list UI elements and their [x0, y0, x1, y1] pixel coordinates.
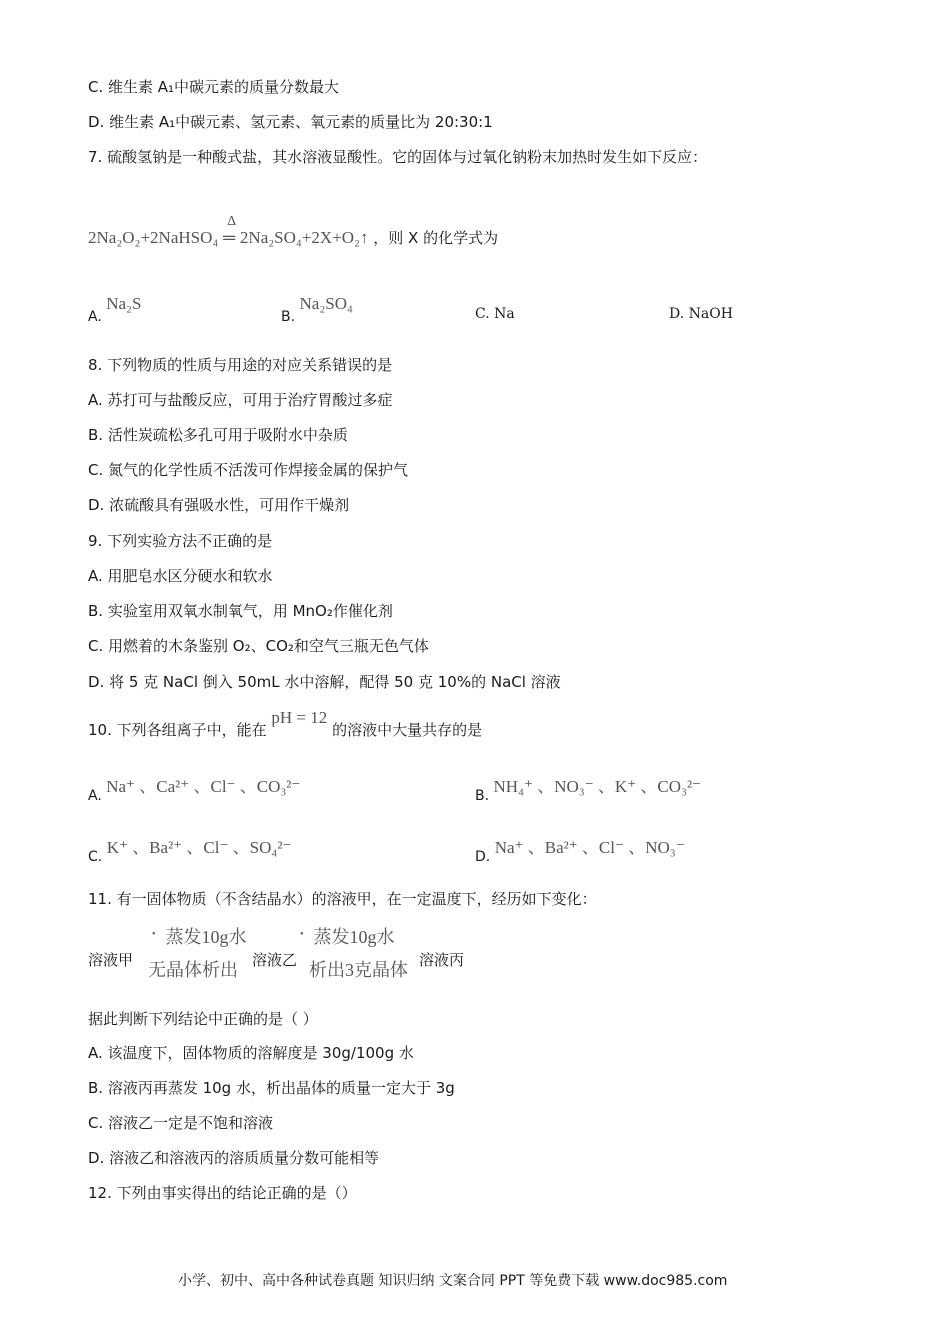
q9-option-b: B. 实验室用双氧水制氧气，用 MnO₂作催化剂: [88, 602, 393, 620]
q11-step2-bottom: 析出3克晶体: [309, 960, 408, 980]
q11-option-d: D. 溶液乙和溶液丙的溶质质量分数可能相等: [88, 1149, 380, 1167]
q10-option-b-label: B.: [475, 788, 490, 804]
q11-option-b: B. 溶液丙再蒸发 10g 水，析出晶体的质量一定大于 3g: [88, 1079, 455, 1097]
q7-option-d: D. NaOH: [669, 306, 733, 322]
q7-equation-line: [88, 214, 499, 248]
q6-option-c: C. 维生素 A₁中碳元素的质量分数最大: [88, 78, 340, 96]
q9-stem: 9. 下列实验方法不正确的是: [88, 532, 273, 550]
q8-stem-b: 的是: [362, 356, 393, 374]
q10-option-d-ions: Na⁺ 、Ba²⁺ 、Cl⁻ 、NO₃⁻: [494, 838, 685, 857]
q9-option-d: D. 将 5 克 NaCl 倒入 50mL 水中溶解，配得 50 克 10%的 NaCl 溶液: [88, 673, 561, 691]
q10-ph-value: pH = 12: [271, 708, 328, 727]
q7-option-a-label: A.: [88, 309, 102, 325]
q7-option-c: C. Na: [475, 306, 515, 322]
q10-option-d-label: D.: [475, 849, 491, 865]
q9-option-a: A. 用肥皂水区分硬水和软水: [88, 567, 273, 585]
q11-option-a: A. 该温度下，固体物质的溶解度是 30g/100g 水: [88, 1044, 414, 1062]
q8-stem: [88, 355, 392, 375]
q8-stem-emphasis: 错误: [332, 356, 363, 374]
q10-option-a-ions: Na⁺ 、Ca²⁺ 、Cl⁻ 、CO₃²⁻: [106, 777, 301, 796]
q10-option-a-label: A.: [88, 788, 102, 804]
page-footer: 小学、初中、高中各种试卷真题 知识归纳 文案合同 PPT 等免费下载 www.doc985.com: [178, 1273, 728, 1289]
q7-option-a: [88, 294, 142, 326]
q11-stem: 11. 有一固体物质（不含结晶水）的溶液甲，在一定温度下，经历如下变化：: [88, 890, 597, 908]
q11-step2-top-text: 蒸发10g水: [313, 927, 395, 947]
q7-option-b: [281, 294, 353, 326]
q11-step1-bottom: 无晶体析出: [148, 960, 238, 980]
q7-equation-tail: ，则 X 的化学式为: [373, 229, 499, 247]
q9-option-c: C. 用燃着的木条鉴别 O₂、CO₂和空气三瓶无色气体: [88, 637, 429, 655]
q11-step1-top-text: 蒸发10g水: [165, 927, 247, 947]
q11-step1-top: • 蒸发10g水: [152, 927, 247, 947]
q6-option-d: D. 维生素 A₁中碳元素、氢元素、氧元素的质量比为 20:30:1: [88, 113, 493, 131]
q11-step2-top: • 蒸发10g水: [300, 927, 395, 947]
q8-option-d: D. 浓硫酸具有强吸水性，可用作干燥剂: [88, 496, 350, 514]
q7-equation-right: 2Na₂SO₄+2X+O₂↑: [239, 228, 369, 247]
q10-option-c-ions: K⁺ 、Ba²⁺ 、Cl⁻ 、SO₄²⁻: [106, 838, 292, 857]
q7-equation-arrow: Δ ═: [223, 214, 237, 247]
q10-option-c-label: C.: [88, 849, 103, 865]
q8-option-b: B. 活性炭疏松多孔可用于吸附水中杂质: [88, 426, 348, 444]
q10-option-b-ions: NH₄⁺ 、NO₃⁻ 、K⁺ 、CO₃²⁻: [493, 777, 702, 796]
q11-solution-bing: 溶液丙: [419, 951, 465, 969]
q10-option-a: [88, 777, 301, 805]
q11-judge: 据此判断下列结论中正确的是（ ）: [88, 1010, 318, 1028]
q7-option-b-label: B.: [281, 309, 296, 325]
q12-stem: 12. 下列由事实得出的结论正确的是（）: [88, 1184, 357, 1202]
q10-stem-a: 10. 下列各组离子中，能在: [88, 721, 267, 739]
q8-option-c: C. 氮气的化学性质不活泼可作焊接金属的保护气: [88, 461, 409, 479]
q10-option-d: [475, 838, 685, 866]
q7-stem: 7. 硫酸氢钠是一种酸式盐，其水溶液显酸性。它的固体与过氧化钠粉末加热时发生如下反应：: [88, 148, 708, 166]
q8-option-a: A. 苏打可与盐酸反应，可用于治疗胃酸过多症: [88, 391, 393, 409]
q7-equation-condition: Δ: [227, 214, 237, 229]
q7-option-a-formula: Na₂S: [106, 294, 142, 313]
q7-option-b-formula: Na₂SO₄: [299, 294, 353, 313]
q7-equation-left: 2Na₂O₂+2NaHSO₄: [88, 228, 219, 247]
q10-stem-b: 的溶液中大量共存的是: [332, 721, 483, 739]
q10-option-b: [475, 777, 702, 805]
q11-solution-yi: 溶液乙: [252, 951, 298, 969]
q10-option-c: [88, 838, 292, 866]
q11-option-c: C. 溶液乙一定是不饱和溶液: [88, 1114, 274, 1132]
q10-stem: [88, 708, 483, 740]
q8-stem-a: 8. 下列物质的性质与用途的对应关系: [88, 356, 333, 374]
q11-solution-jia: 溶液甲: [88, 951, 134, 969]
